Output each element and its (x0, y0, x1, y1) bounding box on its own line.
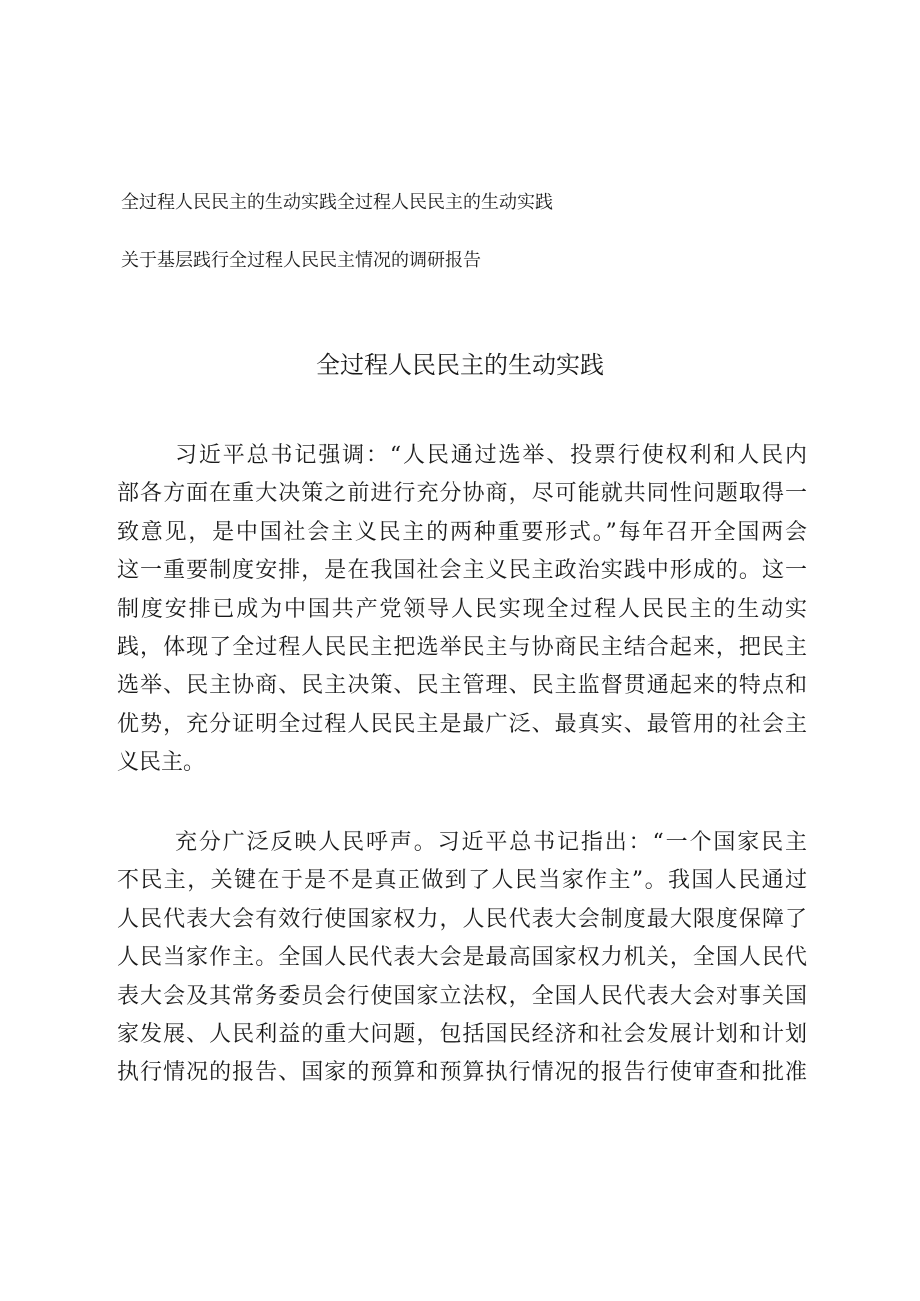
paragraph-line: 践，体现了全过程人民民主把选举民主与协商民主结合起来，把民主 (117, 634, 807, 660)
paragraph-line: 致意见，是中国社会主义民主的两种重要形式。”每年召开全国两会 (117, 519, 807, 545)
paragraph-2 (117, 824, 807, 1093)
paragraph-line: 优势，充分证明全过程人民民主是最广泛、最真实、最管用的社会主 (117, 711, 807, 737)
paragraph-line: 制度安排已成为中国共产党领导人民实现全过程人民民主的生动实 (117, 596, 807, 622)
header-line-2: 关于基层践行全过程人民民主情况的调研报告 (121, 250, 481, 271)
paragraph-line: 人民代表大会有效行使国家权力，人民代表大会制度最大限度保障了 (117, 906, 807, 932)
paragraph-line: 选举、民主协商、民主决策、民主管理、民主监督贯通起来的特点和 (117, 673, 807, 699)
paragraph-1 (117, 437, 807, 783)
header-line-1: 全过程人民民主的生动实践全过程人民民主的生动实践 (121, 192, 553, 213)
paragraph-line: 人民当家作主。全国人民代表大会是最高国家权力机关，全国人民代 (117, 945, 807, 971)
paragraph-line: 部各方面在重大决策之前进行充分协商，尽可能就共同性问题取得一 (117, 481, 807, 507)
paragraph-line: 表大会及其常务委员会行使国家立法权，全国人民代表大会对事关国 (117, 983, 807, 1009)
paragraph-line: 执行情况的报告、国家的预算和预算执行情况的报告行使审查和批准 (117, 1060, 807, 1086)
paragraph-line: 家发展、人民利益的重大问题，包括国民经济和社会发展计划和计划 (117, 1021, 807, 1047)
paragraph-line: 这一重要制度安排，是在我国社会主义民主政治实践中形成的。这一 (117, 558, 807, 584)
paragraph-line: 义民主。 (117, 750, 206, 776)
document-title: 全过程人民民主的生动实践 (316, 351, 604, 379)
paragraph-line: 充分广泛反映人民呼声。习近平总书记指出：“一个国家民主 (175, 830, 807, 855)
paragraph-line: 习近平总书记强调：“人民通过选举、投票行使权利和人民内 (175, 443, 807, 468)
paragraph-line: 不民主，关键在于是不是真正做到了人民当家作主”。我国人民通过 (117, 868, 807, 894)
